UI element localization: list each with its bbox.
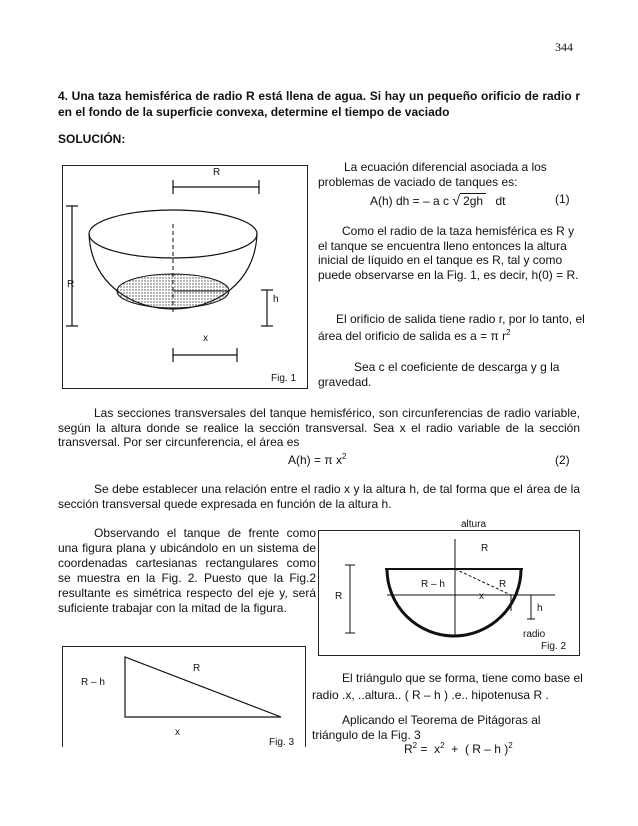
problem-statement: 4. Una taza hemisférica de radio R está llena de agua. Si hay un pequeño orificio de radio r en el fondo de la superficie convexa, determine el tiempo de vaciado <box>58 89 580 119</box>
equation-1-number: (1) <box>555 192 570 206</box>
paragraph-pythagoras: Aplicando el Teorema de Pitágoras al triángulo de la Fig. 3 <box>312 713 541 742</box>
paragraph-discharge-coef: Sea c el coeficiente de descarga y g la gravedad. <box>318 360 560 389</box>
figure-2 <box>318 519 580 656</box>
fig3-label-R-minus-h: R – h <box>81 677 105 688</box>
fig2-label-R-diagonal: R <box>499 579 507 590</box>
right-column <box>318 160 580 189</box>
fig2-axis-label-radio: radio <box>523 629 546 640</box>
fig2-label-x: x <box>479 591 484 602</box>
fig2-label-R-side: R <box>335 591 343 602</box>
solution-heading: SOLUCIÓN: <box>58 132 126 146</box>
fig1-caption: Fig. 1 <box>271 373 297 384</box>
sqrt: √ 2gh <box>452 192 486 208</box>
figure-1 <box>62 165 308 389</box>
paragraph-relation-x-h: Se debe establecer una relación entre el radio x y la altura h, de tal forma que el área de la sección transversal quede expresada en función de la altura h. <box>58 482 580 511</box>
fig1-label-R-top: R <box>213 167 221 178</box>
paragraph-initial-height: Como el radio de la taza hemisférica es R y el tanque se encuentra lleno entonces la altura inicial de líquido en el tanque es R, tal y como puede observarse en la Fig. 1, es decir, h(0) = R. <box>318 224 579 283</box>
figure-3 <box>62 646 306 747</box>
fig1-label-h: h <box>273 294 279 305</box>
paragraph-cross-sections: Las secciones transversales del tanque hemisférico, son circunferencias de radio variable, según la altura donde se realice la sección transversal. Sea x el radio variable de la sección transversal. Por ser circunferencia, el área es <box>58 406 580 450</box>
fig3-label-R: R <box>193 663 201 674</box>
paragraph-orifice-area: El orificio de salida tiene radio r, por lo tanto, el área del orificio de salida es a = π $r^2$ <box>318 312 585 343</box>
equation-1-left: A(h) dh = – a c <box>370 194 450 208</box>
orifice-area-formula: π $r^2$ <box>490 328 511 343</box>
right-triangle-drawing <box>63 647 305 747</box>
paragraph-triangle: El triángulo que se forma, tiene como base el radio .x, ..altura.. ( R – h ) .e.. hipotenusa R . <box>312 671 583 702</box>
equation-2-number: (2) <box>555 453 570 467</box>
equation-2: A(h) = π $x^2$ <box>288 452 347 467</box>
fig2-caption: Fig. 2 <box>541 641 567 652</box>
fig2-label-h: h <box>537 603 543 614</box>
paragraph-plane-figure: Observando el tanque de frente como una figura plana y ubicándolo en un sistema de coordenadas cartesianas rectangulares como se muestra en la Fig. 2. Puesto que la Fig.2 resultante es simétrica respecto del eje y, será suficiente trabajar con la mitad de la figura. <box>58 526 316 615</box>
fig2-axis-label-altura: altura <box>461 519 487 530</box>
sqrt-radicand: 2gh <box>460 193 486 208</box>
fig2-label-R-top: R <box>481 543 489 554</box>
hemisphere-bowl-drawing <box>63 166 307 388</box>
fig1-label-R-side: R <box>67 279 75 290</box>
equation-1-right: dt <box>495 194 506 208</box>
paragraph-diff-eq-intro: La ecuación diferencial asociada a los problemas de vaciado de tanques es: <box>318 160 547 189</box>
fig2-label-R-minus-h: R – h <box>421 579 445 590</box>
fig1-label-x: x <box>203 333 208 344</box>
page-number: 344 <box>555 40 573 54</box>
equation-3: $R^2 = x^2$ + ( R – h )$^2$ <box>404 741 513 756</box>
fig3-caption: Fig. 3 <box>269 737 295 747</box>
fig3-label-x: x <box>175 727 180 738</box>
equation-1 <box>370 192 505 208</box>
